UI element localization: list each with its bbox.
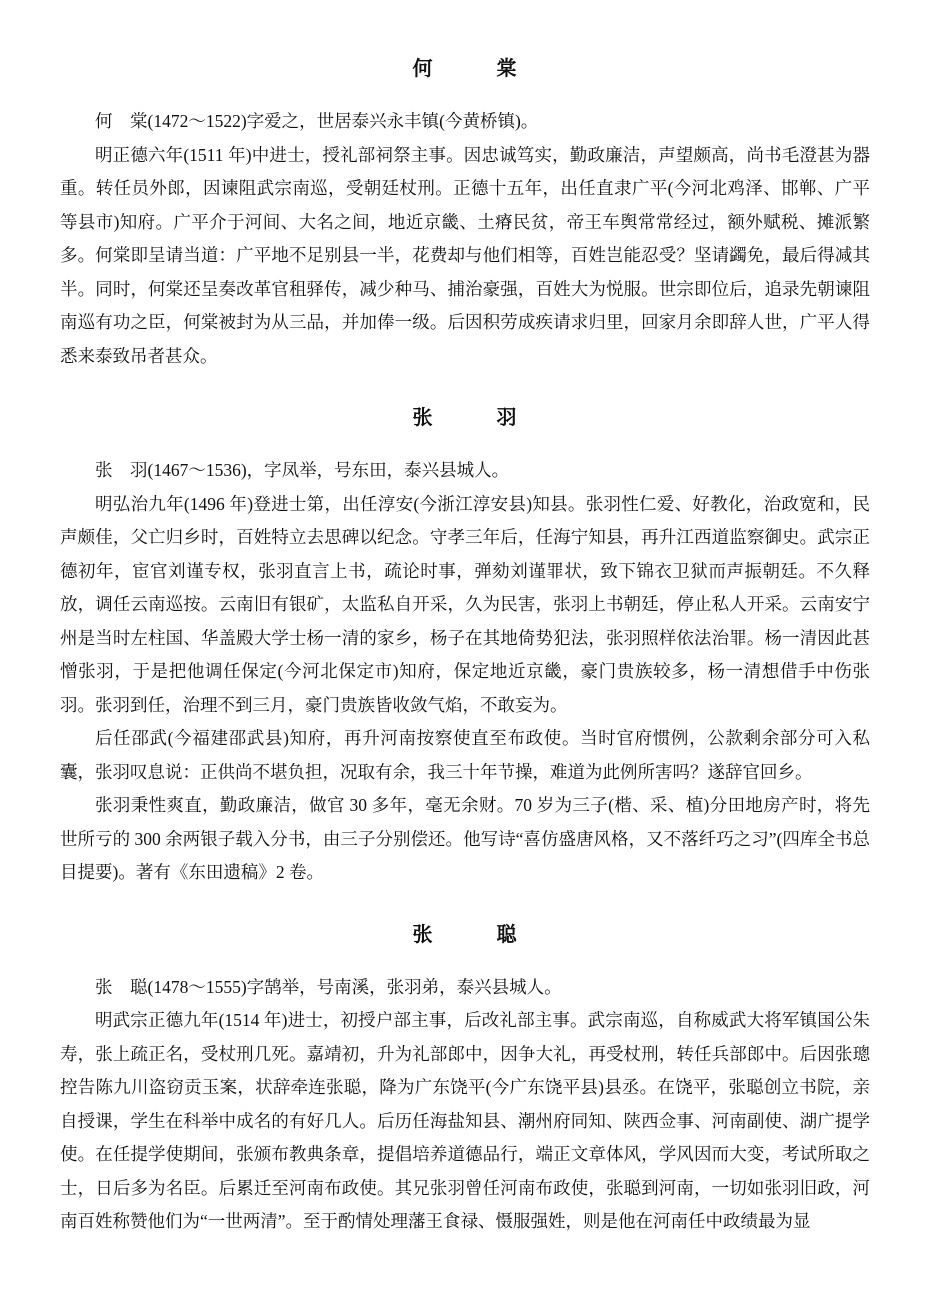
paragraph: 何 棠(1472～1522)字爱之，世居泰兴永丰镇(今黄桥镇)。 <box>95 111 539 131</box>
section-title: 张 聪 <box>412 923 518 946</box>
paragraph: 张 聪(1478～1555)字鹄举，号南溪，张羽弟，泰兴县城人。 <box>95 976 562 997</box>
paragraph: 明武宗正德九年(1514 年)进士，初授户部主事，后改礼部主事。武宗南巡，自称威武大将军镇国公朱寿，张上疏正名，受杖刑几死。嘉靖初，升为礼部郎中，因争大礼，再受杖刑，转任兵部郎中。后因张璁控告陈九川盗窃贡玉案，状辞牵连张聪，降为广东饶平(今广东饶平县)县丞。在饶平，张聪创立书院，亲自授课，学生在科举中成名的有好几人。后历任海盐知县、潮州府同知、陕西佥事、河南副使、湖广提学使。在任提学使期间，张颁布教典条章，提倡培养道德品行，端正文章体风，学风因而大变，考试所取之士，日后多为名臣。后累迁至河南布政使。其兄张羽曾任河南布政使，张聪到河南，一切如张羽旧政，河南百姓称赞他们为“一世两清”。至于酌情处理藩王食禄、慑服强姓，则是他在河南任中政绩最为显 <box>60 1010 870 1231</box>
biography-section-zhang-yu <box>60 401 870 890</box>
paragraph: 后任邵武(今福建邵武县)知府，再升河南按察使直至布政使。当时官府惯例，公款剩余部分可入私囊，张羽叹息说：正供尚不堪负担，况取有余，我三十年节操，难道为此例所害吗？遂辞官回乡。 <box>60 728 870 782</box>
paragraph: 张羽秉性爽直，勤政廉洁，做官 30 多年，毫无余财。70 岁为三子(楷、采、植)分田地房产时，将先世所亏的 300 余两银子载入分书，由三子分别偿还。他写诗“喜仿盛唐风格，又不落纤巧之习”(四库全书总目提要)。著有《东田遗稿》2 卷。 <box>60 795 870 882</box>
paragraph: 明正德六年(1511 年)中进士，授礼部祠祭主事。因忠诚笃实，勤政廉洁，声望颇高，尚书毛澄甚为器重。转任员外郎，因谏阻武宗南巡，受朝廷杖刑。正德十五年，出任直隶广平(今河北鸡泽、邯郸、广平等县市)知府。广平介于河间、大名之间，地近京畿、土瘠民贫，帝王车舆常常经过，额外赋税、摊派繁多。何棠即呈请当道：广平地不足别县一半，花费却与他们相等，百姓岂能忍受？坚请蠲免，最后得减其半。同时，何棠还呈奏改革官租驿传，减少种马、捕治豪强，百姓大为悦服。世宗即位后，追录先朝谏阻南巡有功之臣，何棠被封为从三品，并加俸一级。后因积劳成疾请求归里，回家月余即辞人世，广平人得悉来泰致吊者甚众。 <box>60 144 870 366</box>
section-title: 何 棠 <box>412 58 518 80</box>
section-title: 张 羽 <box>412 407 518 429</box>
paragraph: 明弘治九年(1496 年)登进士第，出任淳安(今浙江淳安县)知县。张羽性仁爱、好教化，治政宽和，民声颇佳，父亡归乡时，百姓特立去思碑以纪念。守孝三年后，任海宁知县，再升江西道监察御史。武宗正德初年，宦官刘谨专权，张羽直言上书，疏论时事，弹劾刘谨罪状，致下锦衣卫狱而声振朝廷。不久释放，调任云南巡按。云南旧有银矿，太监私自开采，久为民害，张羽上书朝廷，停止私人开采。云南安宁州是当时左柱国、华盖殿大学士杨一清的家乡，杨子在其地倚势犯法，张羽照样依法治罪。杨一清因此甚憎张羽，于是把他调任保定(今河北保定市)知府，保定地近京畿，豪门贵族较多，杨一清想借手中伤张羽。张羽到任，治理不到三月，豪门贵族皆收敛气焰，不敢妄为。 <box>60 493 870 715</box>
paragraph: 张 羽(1467～1536)，字凤举，号东田，泰兴县城人。 <box>95 460 510 480</box>
biography-section-he-tang <box>60 52 870 373</box>
biography-section-zhang-cong <box>60 918 870 1239</box>
